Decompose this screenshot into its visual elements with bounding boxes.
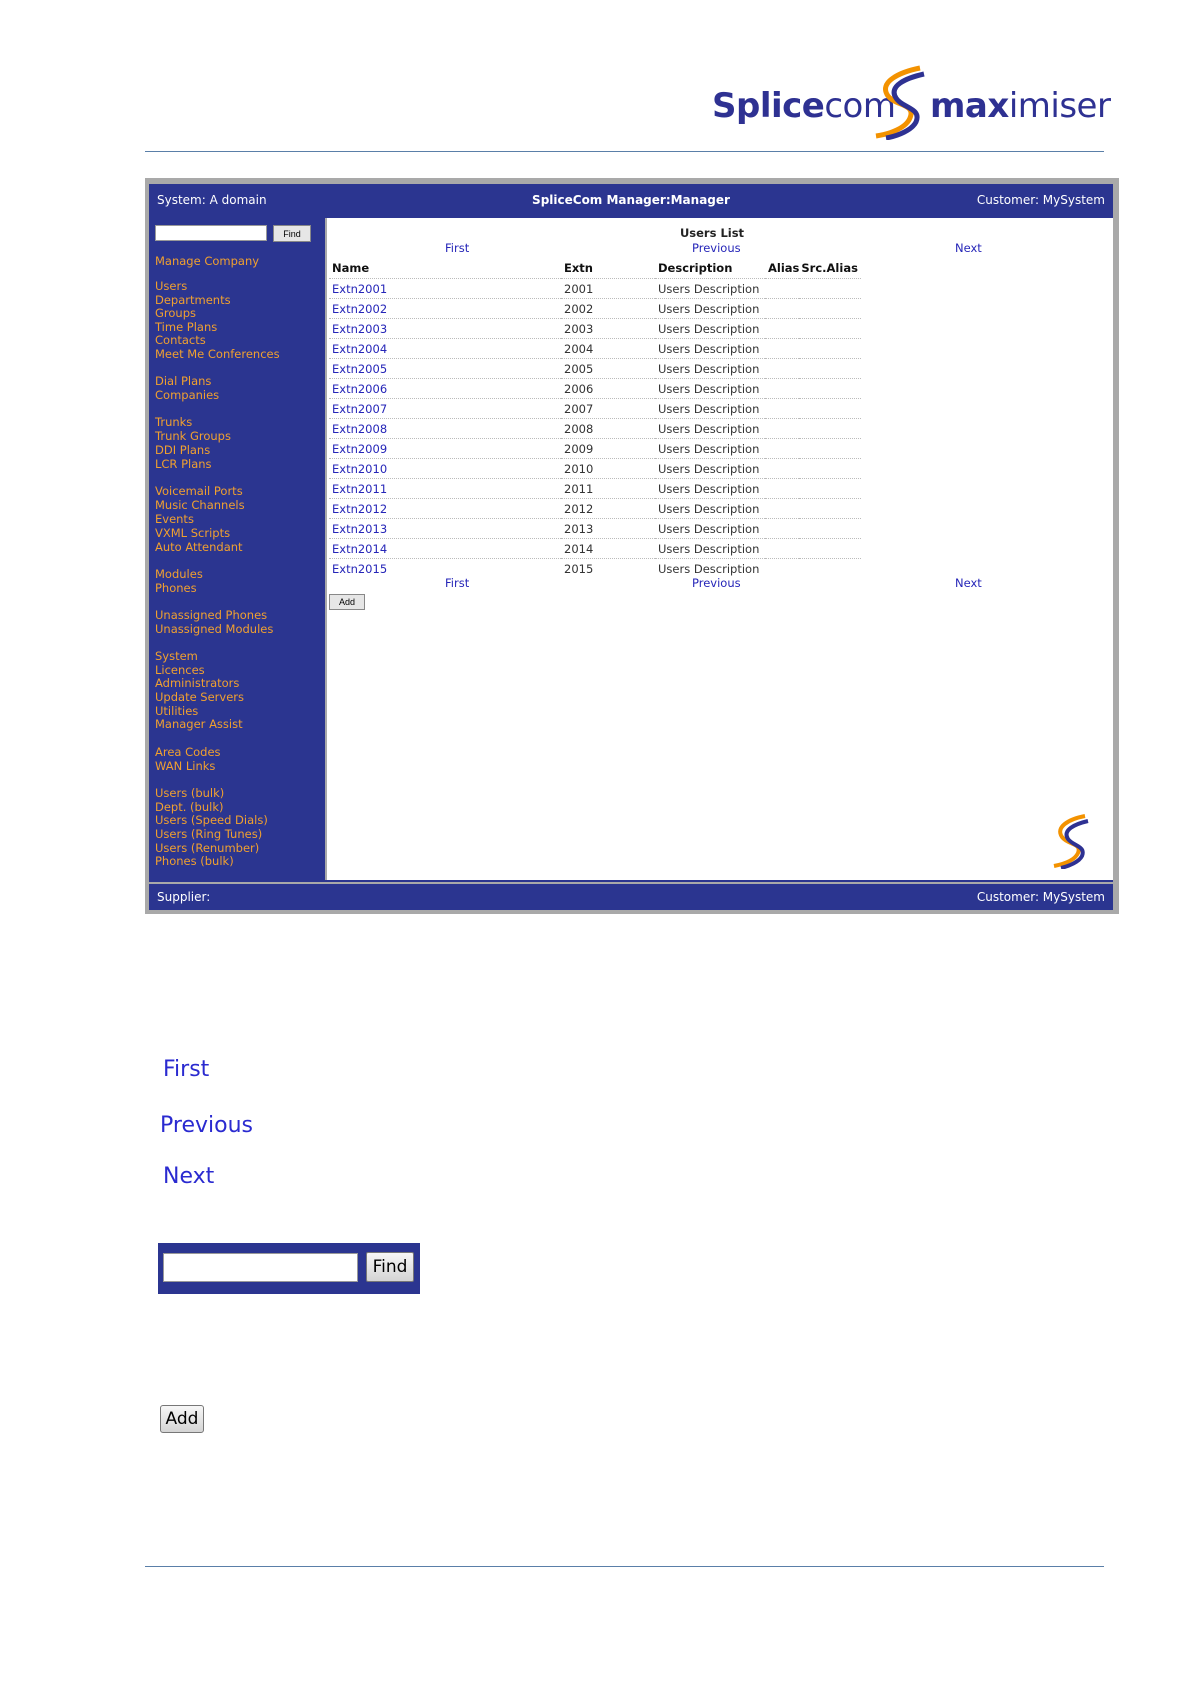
- user-extn-cell: 2005: [561, 359, 655, 379]
- table-row: [329, 519, 861, 539]
- first-link-example[interactable]: First: [163, 1057, 210, 1082]
- user-alias-cell: [765, 379, 799, 399]
- user-name-cell: [329, 279, 561, 299]
- user-extn-cell: 2014: [561, 539, 655, 559]
- splicecom-s-icon: [870, 64, 932, 140]
- table-row: [329, 419, 861, 439]
- col-alias-header: Alias: [768, 261, 800, 275]
- user-description-cell: Users Description: [655, 559, 765, 579]
- sidebar-find-row: [155, 225, 301, 244]
- user-extn-cell: 2010: [561, 459, 655, 479]
- previous-link-bottom[interactable]: Previous: [692, 576, 741, 590]
- sidebar-item-licences[interactable]: Licences: [155, 663, 205, 677]
- sidebar-item-wan-links[interactable]: WAN Links: [155, 759, 216, 773]
- user-src-alias-cell: [799, 479, 861, 499]
- table-row: [329, 339, 861, 359]
- find-example-button[interactable]: Find: [366, 1252, 414, 1282]
- sidebar-item-time-plans[interactable]: Time Plans: [155, 320, 218, 334]
- sidebar-item-administrators[interactable]: Administrators: [155, 676, 240, 690]
- col-name-header: Name: [332, 261, 370, 275]
- user-description-cell: Users Description: [655, 379, 765, 399]
- footer-customer-label: Customer: MySystem: [976, 890, 1105, 904]
- user-src-alias-cell: [799, 319, 861, 339]
- sidebar-item-users[interactable]: Users: [155, 279, 188, 293]
- sidebar-find-button[interactable]: Find: [273, 225, 311, 242]
- list-title: Users List: [679, 226, 745, 240]
- logo-splicecom-text: Splicecom: [712, 86, 896, 126]
- user-alias-cell: [765, 519, 799, 539]
- logo-maximiser-text: maximiser: [930, 86, 1111, 126]
- user-name-cell: [329, 439, 561, 459]
- user-alias-cell: [765, 339, 799, 359]
- user-name-link[interactable]: Extn2006: [332, 381, 388, 396]
- user-name-link[interactable]: Extn2002: [332, 301, 388, 316]
- user-name-link[interactable]: Extn2013: [332, 521, 388, 536]
- splicecom-s-icon-small: [1049, 813, 1093, 869]
- sidebar-item-vxml-scripts[interactable]: VXML Scripts: [155, 526, 231, 540]
- user-description-cell: Users Description: [655, 439, 765, 459]
- sidebar-item-contacts[interactable]: Contacts: [155, 333, 206, 347]
- find-example: [158, 1243, 420, 1294]
- user-name-cell: [329, 539, 561, 559]
- user-description-cell: Users Description: [655, 479, 765, 499]
- sidebar-item-area-codes[interactable]: Area Codes: [155, 745, 221, 759]
- sidebar-item-dial-plans[interactable]: Dial Plans: [155, 374, 212, 388]
- sidebar-item-phones-bulk[interactable]: Phones (bulk): [155, 854, 234, 868]
- table-row: [329, 299, 861, 319]
- customer-label: Customer: MySystem: [976, 193, 1105, 207]
- table-row: [329, 379, 861, 399]
- sidebar-item-music-channels[interactable]: Music Channels: [155, 498, 245, 512]
- user-name-cell: [329, 419, 561, 439]
- sidebar-item-system[interactable]: System: [155, 649, 198, 663]
- sidebar-item-meet-me-conferences[interactable]: Meet Me Conferences: [155, 347, 280, 361]
- table-row: [329, 399, 861, 419]
- user-name-link[interactable]: Extn2012: [332, 501, 388, 516]
- user-alias-cell: [765, 459, 799, 479]
- user-description-cell: Users Description: [655, 319, 765, 339]
- user-name-cell: [329, 359, 561, 379]
- user-src-alias-cell: [799, 539, 861, 559]
- user-name-link[interactable]: Extn2007: [332, 401, 388, 416]
- user-name-link[interactable]: Extn2001: [332, 281, 388, 296]
- user-alias-cell: [765, 499, 799, 519]
- user-src-alias-cell: [799, 399, 861, 419]
- table-row: [329, 479, 861, 499]
- user-src-alias-cell: [799, 299, 861, 319]
- sidebar-item-manage-company[interactable]: Manage Company: [155, 254, 260, 268]
- user-alias-cell: [765, 559, 799, 579]
- user-alias-cell: [765, 279, 799, 299]
- user-description-cell: Users Description: [655, 519, 765, 539]
- user-description-cell: Users Description: [655, 459, 765, 479]
- next-link-bottom[interactable]: Next: [955, 576, 982, 590]
- user-src-alias-cell: [799, 359, 861, 379]
- previous-link-example[interactable]: Previous: [160, 1113, 253, 1138]
- user-description-cell: Users Description: [655, 499, 765, 519]
- user-name-link[interactable]: Extn2004: [332, 341, 388, 356]
- add-example-button[interactable]: Add: [160, 1405, 204, 1433]
- user-alias-cell: [765, 439, 799, 459]
- user-src-alias-cell: [799, 379, 861, 399]
- supplier-label: Supplier:: [157, 890, 211, 904]
- table-row: [329, 539, 861, 559]
- table-row: [329, 279, 861, 299]
- splicecom-maximiser-logo: [712, 64, 1111, 144]
- system-label: System: A domain: [157, 193, 267, 207]
- table-row: [329, 439, 861, 459]
- footer-divider: [145, 1566, 1104, 1567]
- sidebar-item-trunks[interactable]: Trunks: [155, 415, 193, 429]
- user-src-alias-cell: [799, 519, 861, 539]
- user-extn-cell: 2011: [561, 479, 655, 499]
- user-extn-cell: 2015: [561, 559, 655, 579]
- sidebar-item-modules[interactable]: Modules: [155, 567, 203, 581]
- user-name-cell: [329, 319, 561, 339]
- user-name-link[interactable]: Extn2015: [332, 561, 388, 576]
- add-user-button[interactable]: Add: [329, 594, 365, 610]
- sidebar-item-update-servers[interactable]: Update Servers: [155, 690, 245, 704]
- sidebar-item-unassigned-phones[interactable]: Unassigned Phones: [155, 608, 268, 622]
- user-alias-cell: [765, 479, 799, 499]
- user-src-alias-cell: [799, 439, 861, 459]
- sidebar-item-companies[interactable]: Companies: [155, 388, 220, 402]
- sidebar-item-users-speed-dials[interactable]: Users (Speed Dials): [155, 813, 268, 827]
- sidebar-item-dept-bulk[interactable]: Dept. (bulk): [155, 800, 224, 814]
- user-alias-cell: [765, 319, 799, 339]
- sidebar-item-trunk-groups[interactable]: Trunk Groups: [155, 429, 231, 443]
- sidebar-item-departments[interactable]: Departments: [155, 293, 231, 307]
- user-name-link[interactable]: Extn2010: [332, 461, 388, 476]
- user-name-cell: [329, 519, 561, 539]
- user-name-cell: [329, 379, 561, 399]
- user-name-cell: [329, 339, 561, 359]
- user-src-alias-cell: [799, 279, 861, 299]
- sidebar-item-users-ring-tunes[interactable]: Users (Ring Tunes): [155, 827, 263, 841]
- sidebar-item-voicemail-ports[interactable]: Voicemail Ports: [155, 484, 243, 498]
- sidebar-item-events[interactable]: Events: [155, 512, 194, 526]
- user-extn-cell: 2009: [561, 439, 655, 459]
- user-name-link[interactable]: Extn2003: [332, 321, 388, 336]
- sidebar-item-users-renumber[interactable]: Users (Renumber): [155, 841, 260, 855]
- sidebar-item-users-bulk[interactable]: Users (bulk): [155, 786, 225, 800]
- app-title: SpliceCom Manager:Manager: [532, 193, 730, 207]
- user-extn-cell: 2001: [561, 279, 655, 299]
- user-name-link[interactable]: Extn2009: [332, 441, 388, 456]
- user-extn-cell: 2006: [561, 379, 655, 399]
- user-name-cell: [329, 499, 561, 519]
- col-description-header: Description: [658, 261, 733, 275]
- col-extn-header: Extn: [564, 261, 593, 275]
- user-description-cell: Users Description: [655, 419, 765, 439]
- user-extn-cell: 2008: [561, 419, 655, 439]
- users-table: [329, 258, 861, 578]
- next-link-example[interactable]: Next: [163, 1164, 215, 1189]
- user-extn-cell: 2003: [561, 319, 655, 339]
- table-row: [329, 359, 861, 379]
- user-extn-cell: 2012: [561, 499, 655, 519]
- user-name-cell: [329, 459, 561, 479]
- sidebar-item-manager-assist[interactable]: Manager Assist: [155, 717, 243, 731]
- table-header-row: [329, 258, 861, 279]
- manager-screenshot: [145, 178, 1119, 914]
- sidebar-item-groups[interactable]: Groups: [155, 306, 197, 320]
- user-src-alias-cell: [799, 459, 861, 479]
- header-divider: [145, 151, 1104, 152]
- user-name-link[interactable]: Extn2014: [332, 541, 388, 556]
- user-src-alias-cell: [799, 499, 861, 519]
- user-name-link[interactable]: Extn2005: [332, 361, 388, 376]
- find-example-input[interactable]: [163, 1253, 358, 1282]
- user-src-alias-cell: [799, 419, 861, 439]
- user-alias-cell: [765, 419, 799, 439]
- user-name-cell: [329, 299, 561, 319]
- user-name-link[interactable]: Extn2011: [332, 481, 388, 496]
- user-alias-cell: [765, 399, 799, 419]
- user-description-cell: Users Description: [655, 359, 765, 379]
- user-name-cell: [329, 399, 561, 419]
- table-row: [329, 559, 861, 579]
- table-row: [329, 459, 861, 479]
- user-description-cell: Users Description: [655, 299, 765, 319]
- table-row: [329, 319, 861, 339]
- user-name-cell: [329, 479, 561, 499]
- user-alias-cell: [765, 359, 799, 379]
- user-extn-cell: 2013: [561, 519, 655, 539]
- sidebar-item-auto-attendant[interactable]: Auto Attendant: [155, 540, 243, 554]
- sidebar-search-input[interactable]: [155, 225, 267, 241]
- col-src-alias-header: Src.Alias: [801, 261, 858, 275]
- user-extn-cell: 2002: [561, 299, 655, 319]
- previous-link-top[interactable]: Previous: [692, 241, 741, 255]
- sidebar: [149, 218, 325, 880]
- user-description-cell: Users Description: [655, 339, 765, 359]
- sidebar-item-lcr-plans[interactable]: LCR Plans: [155, 457, 212, 471]
- sidebar-item-phones[interactable]: Phones: [155, 581, 197, 595]
- bottom-bar: [149, 884, 1113, 910]
- users-list-panel: [327, 218, 1113, 880]
- user-extn-cell: 2007: [561, 399, 655, 419]
- first-link-bottom[interactable]: First: [445, 576, 470, 590]
- user-extn-cell: 2004: [561, 339, 655, 359]
- sidebar-item-unassigned-modules[interactable]: Unassigned Modules: [155, 622, 274, 636]
- sidebar-item-utilities[interactable]: Utilities: [155, 704, 199, 718]
- bottom-divider: [149, 880, 1113, 882]
- user-description-cell: Users Description: [655, 539, 765, 559]
- user-src-alias-cell: [799, 559, 861, 579]
- user-alias-cell: [765, 299, 799, 319]
- user-src-alias-cell: [799, 339, 861, 359]
- user-description-cell: Users Description: [655, 399, 765, 419]
- sidebar-item-ddi-plans[interactable]: DDI Plans: [155, 443, 211, 457]
- user-description-cell: Users Description: [655, 279, 765, 299]
- user-alias-cell: [765, 539, 799, 559]
- table-row: [329, 499, 861, 519]
- first-link-top[interactable]: First: [445, 241, 470, 255]
- next-link-top[interactable]: Next: [955, 241, 982, 255]
- user-name-link[interactable]: Extn2008: [332, 421, 388, 436]
- top-bar: [149, 184, 1113, 216]
